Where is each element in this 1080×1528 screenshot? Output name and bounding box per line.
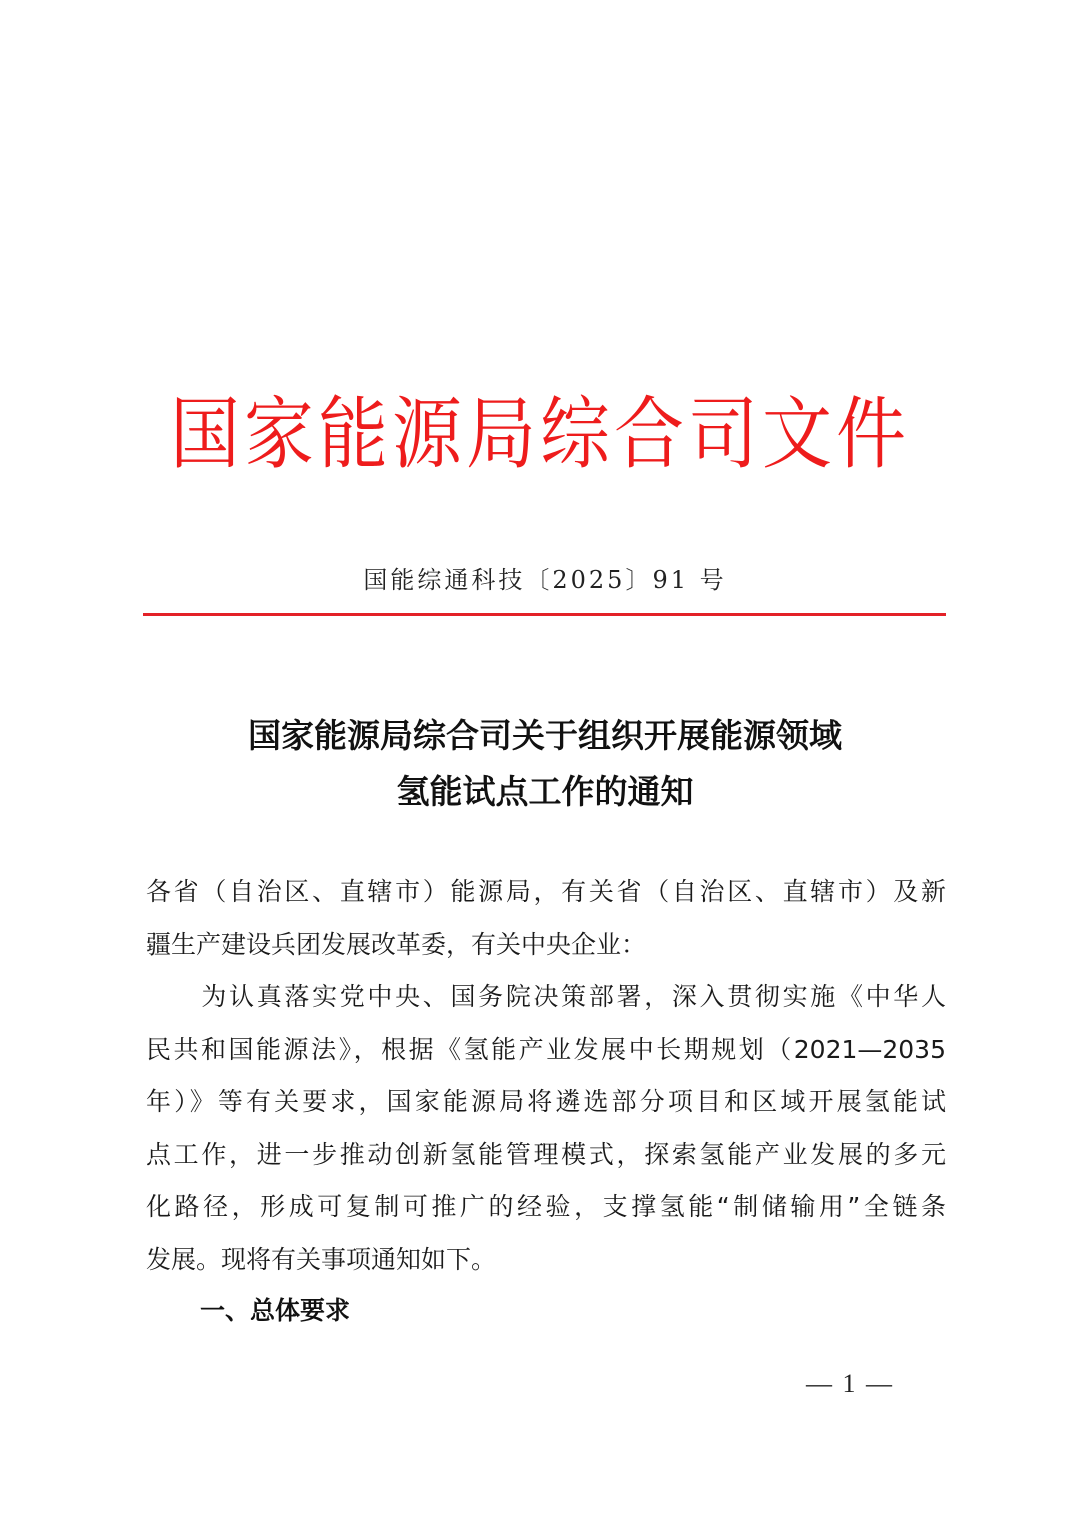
body-line-paragraph-6: 发展。现将有关事项通知如下。: [146, 1244, 497, 1274]
notice-title-line-1: 国家能源局综合司关于组织开展能源领域: [248, 716, 842, 755]
body-line-paragraph-3: 年）》等有关要求，国家能源局将遴选部分项目和区域开展氢能试: [146, 1087, 946, 1116]
page-number: — 1 —: [806, 1369, 894, 1398]
section-heading-general-requirements: 一、总体要求: [200, 1296, 351, 1325]
body-line-addressee-1: 各省（自治区、直辖市）能源局，有关省（自治区、直辖市）及新: [146, 877, 946, 906]
notice-body: [146, 866, 946, 1286]
notice-title-line-2: 氢能试点工作的通知: [396, 772, 694, 811]
red-divider-rule: [143, 613, 946, 616]
body-line-paragraph-1: 为认真落实党中央、国务院决策部署，深入贯彻实施《中华人: [146, 982, 946, 1011]
body-line-addressee-2: 疆生产建设兵团发展改革委，有关中央企业：: [146, 929, 647, 959]
notice-title: [0, 708, 1080, 820]
document-masthead: 国家能源局综合司文件: [170, 388, 910, 480]
document-number: 国能综通科技〔2025〕91 号: [363, 566, 727, 594]
body-line-paragraph-5: 化路径，形成可复制可推广的经验，支撑氢能“制储输用”全链条: [146, 1192, 946, 1221]
body-line-paragraph-4: 点工作，进一步推动创新氢能管理模式，探索氢能产业发展的多元: [146, 1139, 946, 1169]
body-line-paragraph-2: 民共和国能源法》，根据《氢能产业发展中长期规划（2021—2035: [146, 1034, 946, 1064]
